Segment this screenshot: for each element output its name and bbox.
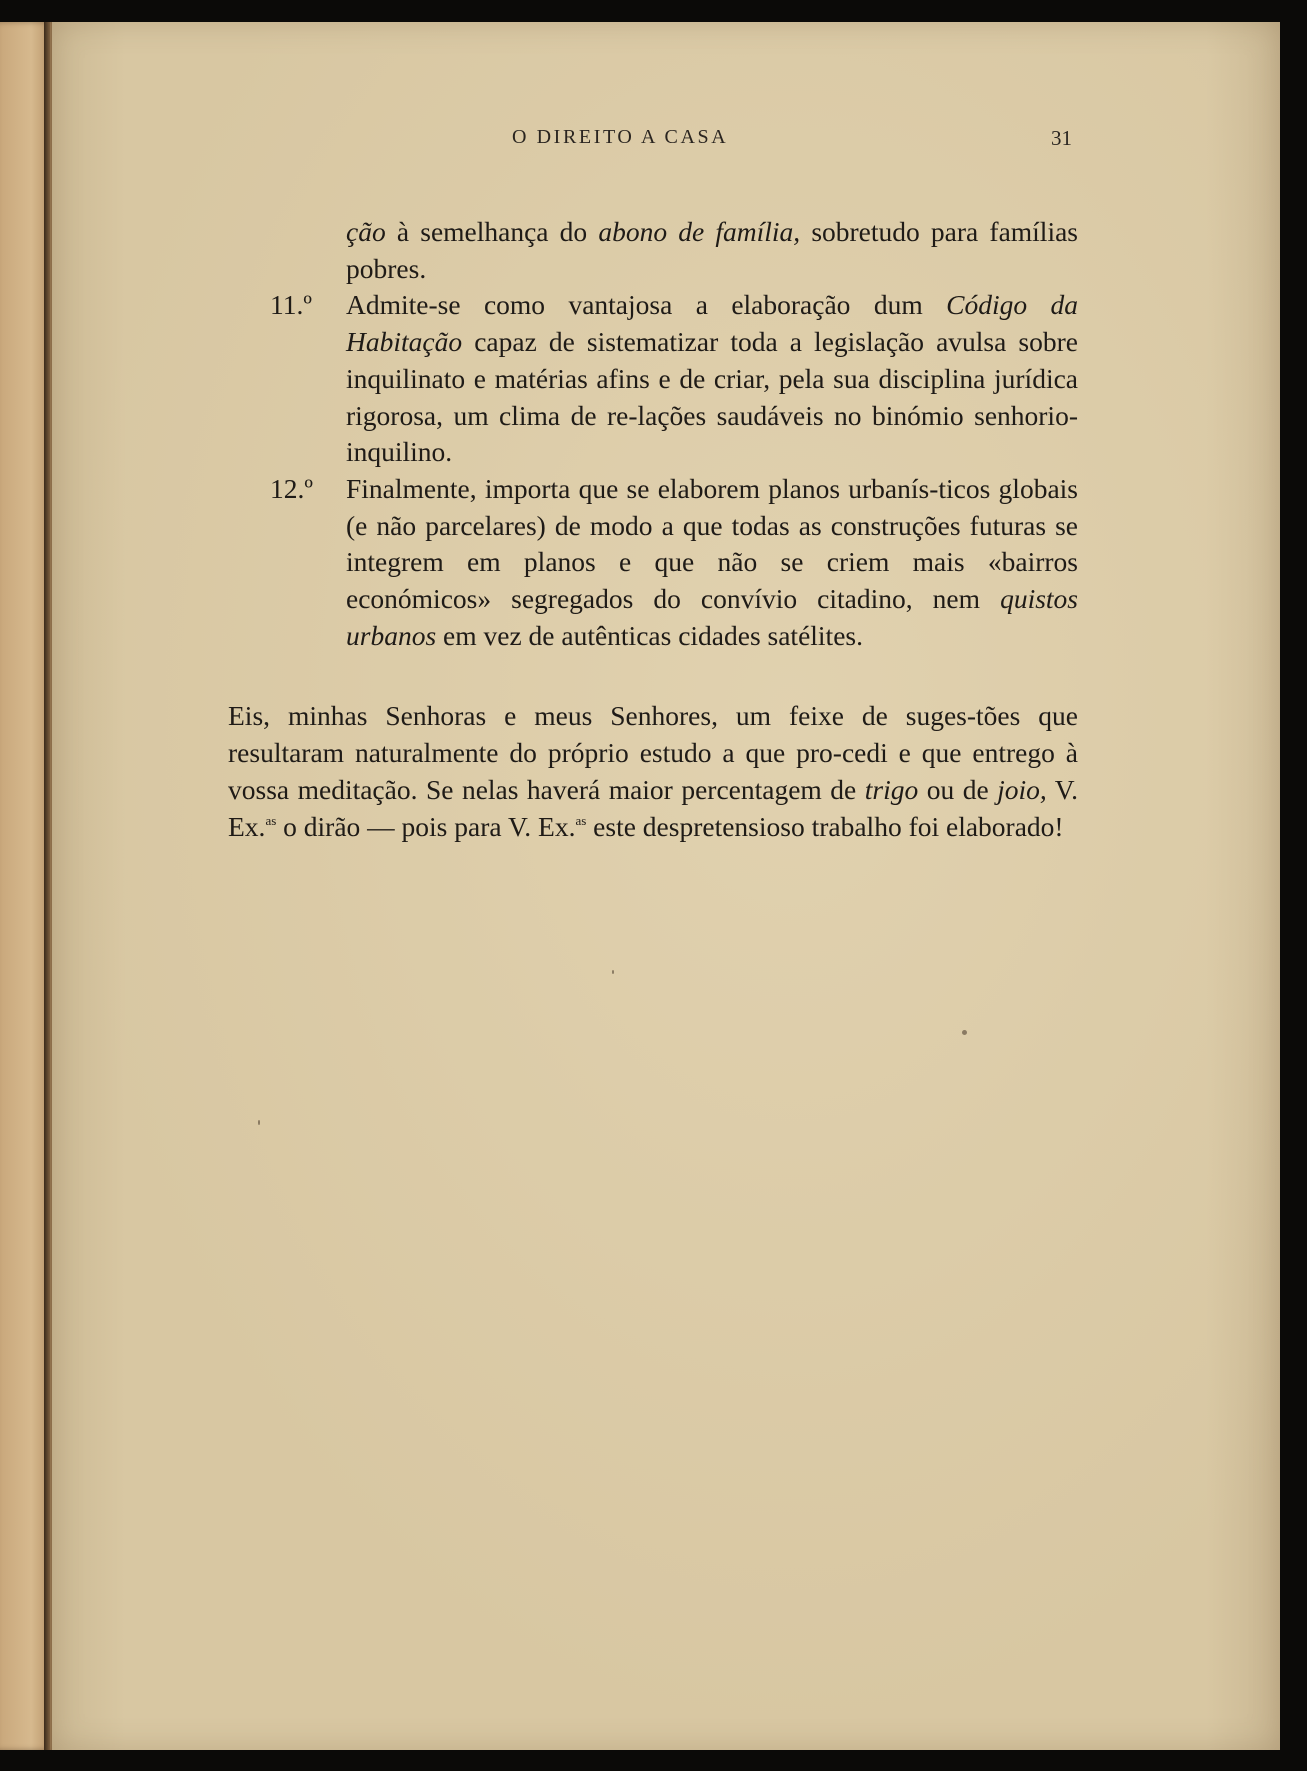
- closing-text-5: este despretensioso trabalho foi elaborado!: [586, 810, 1064, 842]
- binding-gutter: [44, 22, 50, 1750]
- item-italic-1: quistos urbanos: [346, 583, 1078, 651]
- item-text-2: capaz de sistematizar toda a legislação avulsa sobre inquilinato e matérias afins e de criar, pela sua disciplina jurídica rigorosa, um clima de re-lações saudáveis no binómio senhorio-inquilino.: [346, 326, 1078, 468]
- page-number: 31: [1051, 126, 1072, 150]
- running-head: [232, 126, 1072, 156]
- list-item-12: [228, 471, 1078, 655]
- item-text-2: em vez de autênticas cidades satélites.: [436, 619, 863, 651]
- item-number: 11.º: [270, 289, 312, 321]
- continuation-paragraph: [228, 214, 1078, 287]
- closing-text-3: V. Ex.: [228, 773, 1078, 842]
- closing-text-1: Eis, minhas Senhoras e meus Senhores, um feixe de suges-tões que resultaram naturalmente do próprio estudo a que pro-cedi e que entrego à vossa meditação. Se nelas haverá maior percentagem de: [228, 700, 1078, 805]
- paper-speck: [612, 970, 614, 974]
- continuation-text-1: à semelhança do: [385, 216, 599, 247]
- continuation-text-2: sobretudo para famílias pobres.: [346, 216, 1078, 284]
- continuation-italic-1: abono de família,: [598, 216, 801, 247]
- item-text-1: Admite-se como vantajosa a elaboração dum: [346, 289, 947, 321]
- closing-superscript-2: as: [575, 812, 587, 828]
- item-text-1: Finalmente, importa que se elaborem planos urbanís-ticos globais (e não parcelares) de modo a que todas as construções futuras se integrem em planos e que não se criem mais «bairros económicos» segregados do convívio citadino, nem: [346, 472, 1078, 615]
- closing-paragraph: [228, 698, 1078, 845]
- item-italic-1: Código da Habitação: [346, 289, 1078, 358]
- closing-text-4: o dirão — pois para V. Ex.: [276, 810, 576, 842]
- item-number: 12.º: [270, 472, 313, 504]
- paper-speck: [962, 1030, 967, 1035]
- closing-superscript-1: as: [265, 812, 277, 828]
- continuation-italic-start: ção: [346, 216, 386, 247]
- running-title: O DIREITO A CASA: [512, 126, 729, 148]
- paper-speck: [258, 1120, 260, 1125]
- body-text: [228, 214, 1078, 845]
- list-item-11: [228, 287, 1078, 471]
- closing-italic-1: trigo: [864, 773, 919, 805]
- closing-text-2: ou de: [918, 773, 998, 805]
- closing-italic-2: joio,: [997, 773, 1047, 805]
